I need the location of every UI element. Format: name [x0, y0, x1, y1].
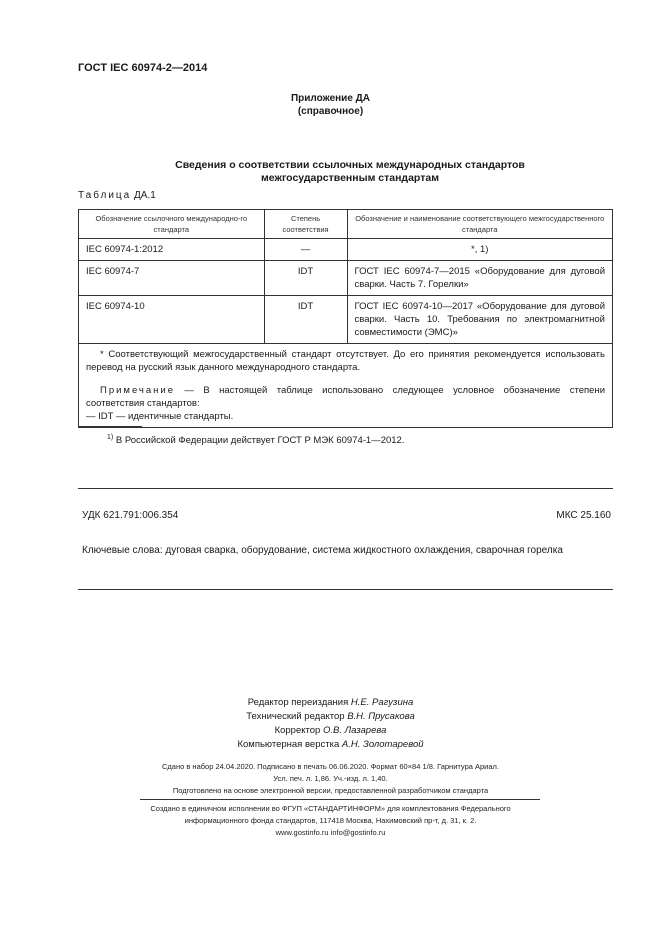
editor-role: Технический редактор	[246, 711, 348, 722]
page-footnote	[107, 434, 404, 446]
table-header-degree: Степень соответствия	[264, 210, 347, 239]
note-item: — IDT — идентичные стандарты.	[86, 411, 234, 422]
publisher-links: www.gostinfo.ru info@gostinfo.ru	[275, 828, 386, 837]
note-label: Примечание	[100, 385, 175, 396]
cell-degree: IDT	[264, 261, 347, 296]
table-label	[78, 190, 156, 201]
editor-line	[0, 738, 661, 752]
editor-role: Редактор переиздания	[247, 697, 351, 708]
cell-name: ГОСТ IEC 60974-7—2015 «Оборудование для дуговой сварки. Часть 7. Горелки»	[347, 261, 612, 296]
divider-keywords	[78, 589, 613, 590]
table-row	[79, 261, 613, 296]
table-footer-row	[79, 344, 613, 428]
editor-line	[0, 696, 661, 710]
divider-publisher	[140, 799, 540, 800]
table-row	[79, 296, 613, 344]
table-note	[86, 384, 605, 410]
cell-name: ГОСТ IEC 60974-10—2017 «Оборудование для дуговой сварки. Часть 10. Требования по электромагнитной совместимости (ЭМС)»	[347, 296, 612, 344]
footnote-divider	[78, 426, 142, 427]
editor-name: О.В. Лазарева	[322, 725, 387, 736]
note-text: — В настоящей таблице использовано следующее условное обозначение степени соответствия стандартов:	[86, 385, 605, 409]
publisher-line1: Создано в единичном исполнении во ФГУП «СТАНДАРТИНФОРМ» для комплектования Федерального	[150, 804, 511, 813]
print-info-line1: Сдано в набор 24.04.2020. Подписано в печать 06.06.2020. Формат 60×84 1/8. Гарнитура Ариал.	[162, 762, 499, 771]
editor-name: В.Н. Прусакова	[347, 711, 415, 722]
appendix-title: Приложение ДА	[290, 93, 371, 104]
cell-degree: IDT	[264, 296, 347, 344]
keywords: Ключевые слова: дуговая сварка, оборудование, система жидкостного охлаждения, сварочная горелка	[82, 545, 563, 556]
table-footer	[79, 344, 613, 428]
editor-line	[0, 710, 661, 724]
editor-role: Компьютерная верстка	[237, 739, 342, 750]
table-header-ref: Обозначение ссылочного международно-го стандарта	[79, 210, 265, 239]
table-row	[79, 239, 613, 261]
table-label-prefix: Таблица	[78, 190, 132, 201]
editor-name: Н.Е. Рагузина	[350, 697, 414, 708]
document-code: ГОСТ IEC 60974-2—2014	[78, 62, 208, 74]
correspondence-table	[78, 209, 613, 428]
section-title-line1: Сведения о соответствии ссылочных международных стандартов	[175, 159, 525, 171]
star-footnote: * Соответствующий межгосударственный стандарт отсутствует. До его принятия рекомендуется использовать перевод на русский язык данного международного стандарта.	[86, 349, 605, 373]
section-title	[90, 159, 610, 185]
editor-line	[0, 724, 661, 738]
table-header-name: Обозначение и наименование соответствующего межгосударственного стандарта	[347, 210, 612, 239]
footnote-mark: 1)	[107, 434, 114, 441]
footnote-text: В Российской Федерации действует ГОСТ Р МЭК 60974-1—2012.	[113, 435, 405, 447]
cell-ref: IEC 60974-7	[79, 261, 265, 296]
divider-top	[78, 488, 613, 489]
editor-name: А.Н. Золотаревой	[341, 739, 424, 750]
section-title-line2: межгосударственным стандартам	[261, 172, 439, 184]
editor-role: Корректор	[274, 725, 323, 736]
table-label-number: ДА.1	[134, 190, 156, 201]
mks-code: МКС 25.160	[556, 510, 611, 521]
cell-ref: IEC 60974-10	[79, 296, 265, 344]
appendix-subtitle: (справочное)	[297, 106, 364, 117]
cell-name: *, 1)	[347, 239, 612, 261]
table-header-row	[79, 210, 613, 239]
print-info-line3: Подготовлено на основе электронной версии, предоставленной разработчиком стандарта	[172, 786, 489, 795]
print-info-line2: Усл. печ. л. 1,86. Уч.-изд. л. 1,40.	[273, 774, 388, 783]
cell-ref: IEC 60974-1:2012	[79, 239, 265, 261]
cell-degree: —	[264, 239, 347, 261]
udk-code: УДК 621.791:006.354	[82, 510, 179, 521]
publisher-line2: информационного фонда стандартов, 117418 Москва, Нахимовский пр-т, д. 31, к. 2.	[184, 816, 477, 825]
